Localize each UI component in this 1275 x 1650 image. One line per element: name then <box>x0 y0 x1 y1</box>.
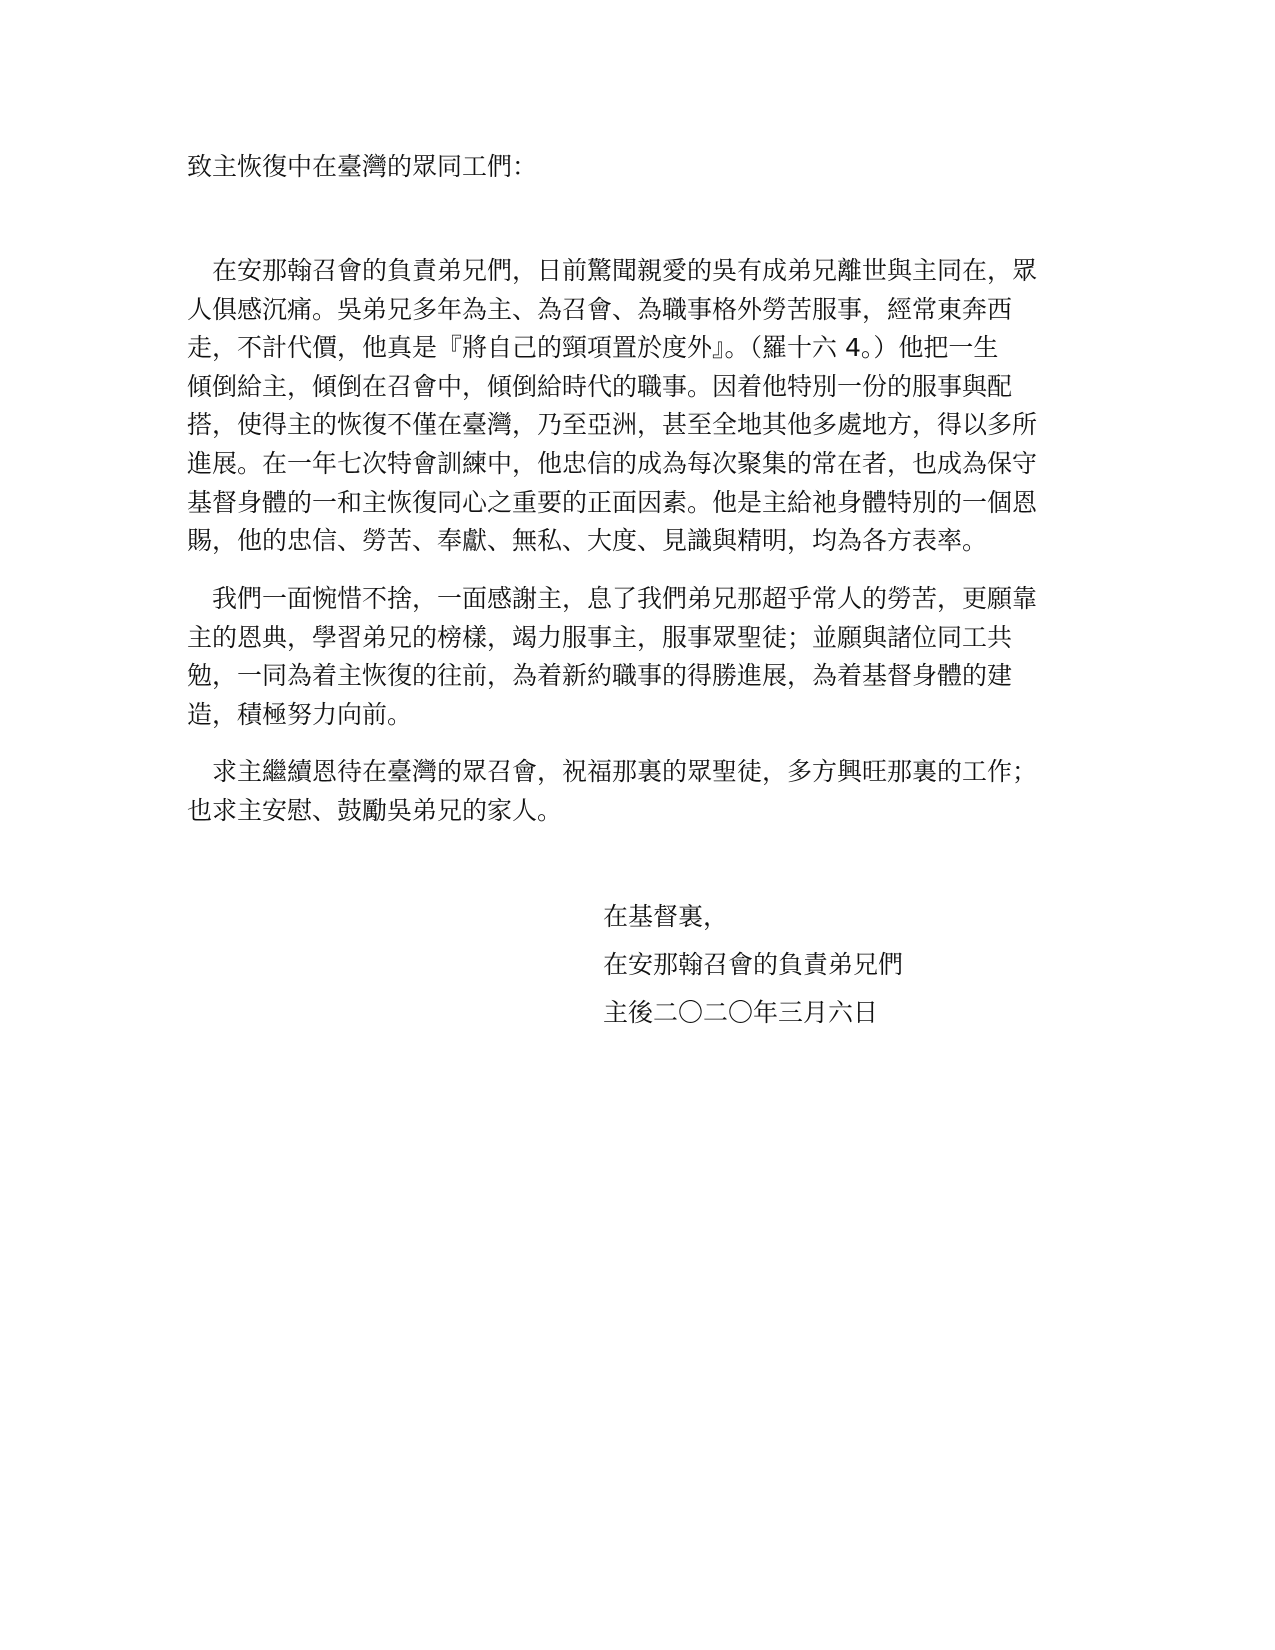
paragraph-line: 求主繼續恩待在臺灣的眾召會，祝福那裏的眾聖徒，多方興旺那裏的工作； <box>187 757 1038 786</box>
signatory: 在安那翰召會的負責弟兄們 <box>603 950 904 979</box>
paragraph-line: 在安那翰召會的負責弟兄們，日前驚聞親愛的吳有成弟兄離世與主同在，眾 <box>187 256 1038 285</box>
paragraph-line: 我們一面惋惜不捨，一面感謝主，息了我們弟兄那超乎常人的勞苦，更願靠 <box>187 584 1038 613</box>
paragraph-line: 進展。在一年七次特會訓練中，他忠信的成為每次聚集的常在者，也成為保守 <box>187 448 1038 478</box>
paragraph-line: 傾倒給主，傾倒在召會中，傾倒給時代的職事。因着他特別一份的服事與配 <box>187 371 1013 401</box>
paragraph-line: 主的恩典，學習弟兄的榜樣，竭力服事主，服事眾聖徒；並願與諸位同工共 <box>187 622 1013 652</box>
letter-paragraph <box>187 580 1067 734</box>
letter-paragraph <box>187 753 1067 830</box>
letter-date: 主後二〇二〇年三月六日 <box>603 998 879 1027</box>
paragraph-line: 搭，使得主的恢復不僅在臺灣，乃至亞洲，甚至全地其他多處地方，得以多所 <box>187 410 1038 440</box>
paragraph-line: 也求主安慰、鼓勵吳弟兄的家人。 <box>187 795 563 825</box>
closing-phrase: 在基督裏， <box>603 902 729 931</box>
paragraph-line: 勉，一同為着主恢復的往前，為着新約職事的得勝進展，為着基督身體的建 <box>187 661 1013 691</box>
paragraph-line: 賜，他的忠信、勞苦、奉獻、無私、大度、見識與精明，均為各方表率。 <box>187 526 988 556</box>
paragraph-line: 基督身體的一和主恢復同心之重要的正面因素。他是主給祂身體特別的一個恩 <box>187 487 1038 517</box>
letter-paragraph <box>187 252 1067 561</box>
signature-block <box>603 893 1103 1037</box>
paragraph-line: 造，積極努力向前。 <box>187 699 413 729</box>
paragraph-line: 人俱感沉痛。吳弟兄多年為主、為召會、為職事格外勞苦服事，經常東奔西 <box>187 294 1013 324</box>
letter-salutation: 致主恢復中在臺灣的眾同工們： <box>187 152 538 181</box>
paragraph-line: 走，不計代價，他真是『將自己的頸項置於度外』。（羅十六 4。）他把一生 <box>187 333 999 363</box>
